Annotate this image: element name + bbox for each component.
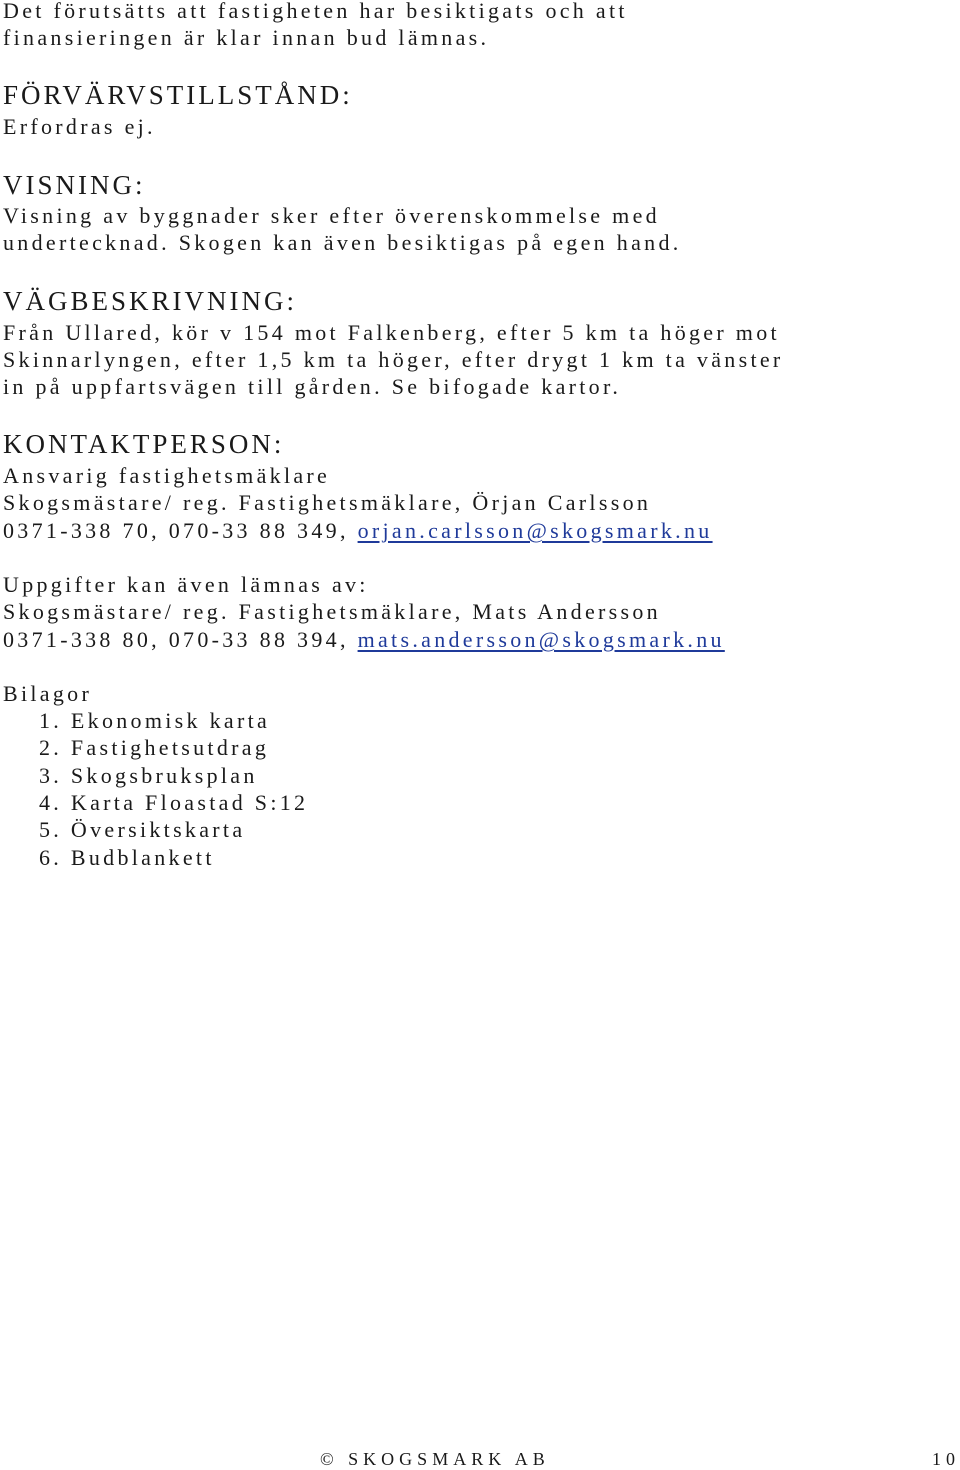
kontakt-phones: 0371-338 70, 070-33 88 349, <box>3 518 349 543</box>
alternativ-phones: 0371-338 80, 070-33 88 394, <box>3 627 349 652</box>
intro-line-1: Det förutsätts att fastigheten har besiktigats och att <box>3 0 628 23</box>
heading-vagbeskrivning: VÄGBESKRIVNING: <box>3 286 297 316</box>
vagbeskrivning-line-2: Skinnarlyngen, efter 1,5 km ta höger, efter drygt 1 km ta vänster <box>3 347 784 372</box>
bilaga-item: 6. Budblankett <box>39 845 215 870</box>
page-number: 10 <box>932 1449 960 1469</box>
bilaga-item: 3. Skogsbruksplan <box>39 763 258 788</box>
visning-line-2: undertecknad. Skogen kan även besiktigas på egen hand. <box>3 230 682 255</box>
page-footer <box>320 1448 960 1470</box>
heading-bilagor: Bilagor <box>3 681 93 706</box>
intro-line-2: finansieringen är klar innan bud lämnas. <box>3 25 490 50</box>
heading-forvarvstillstand: FÖRVÄRVSTILLSTÅND: <box>3 80 353 110</box>
kontakt-contact-line <box>3 517 713 544</box>
bilaga-item: 4. Karta Floastad S:12 <box>39 790 309 815</box>
alternativ-name: Skogsmästare/ reg. Fastighetsmäklare, Mats Andersson <box>3 599 661 624</box>
bilaga-item: 2. Fastighetsutdrag <box>39 735 270 760</box>
alternativ-intro: Uppgifter kan även lämnas av: <box>3 572 369 597</box>
footer-brand: © SKOGSMARK AB <box>320 1449 550 1469</box>
forvarvstillstand-text: Erfordras ej. <box>3 114 156 139</box>
heading-visning: VISNING: <box>3 170 146 200</box>
bilaga-item: 1. Ekonomisk karta <box>39 708 271 733</box>
vagbeskrivning-line-3: in på uppfartsvägen till gården. Se bifogade kartor. <box>3 374 622 399</box>
kontakt-role: Ansvarig fastighetsmäklare <box>3 463 331 488</box>
vagbeskrivning-line-1: Från Ullared, kör v 154 mot Falkenberg, efter 5 km ta höger mot <box>3 320 780 345</box>
alternativ-email-link[interactable]: mats.andersson@skogsmark.nu <box>357 627 725 652</box>
heading-kontaktperson: KONTAKTPERSON: <box>3 429 285 459</box>
alternativ-contact-line <box>3 626 725 653</box>
bilaga-item: 5. Översiktskarta <box>39 817 246 842</box>
kontakt-email-link[interactable]: orjan.carlsson@skogsmark.nu <box>357 518 713 543</box>
visning-line-1: Visning av byggnader sker efter överenskommelse med <box>3 203 660 228</box>
kontakt-name: Skogsmästare/ reg. Fastighetsmäklare, Örjan Carlsson <box>3 490 652 515</box>
